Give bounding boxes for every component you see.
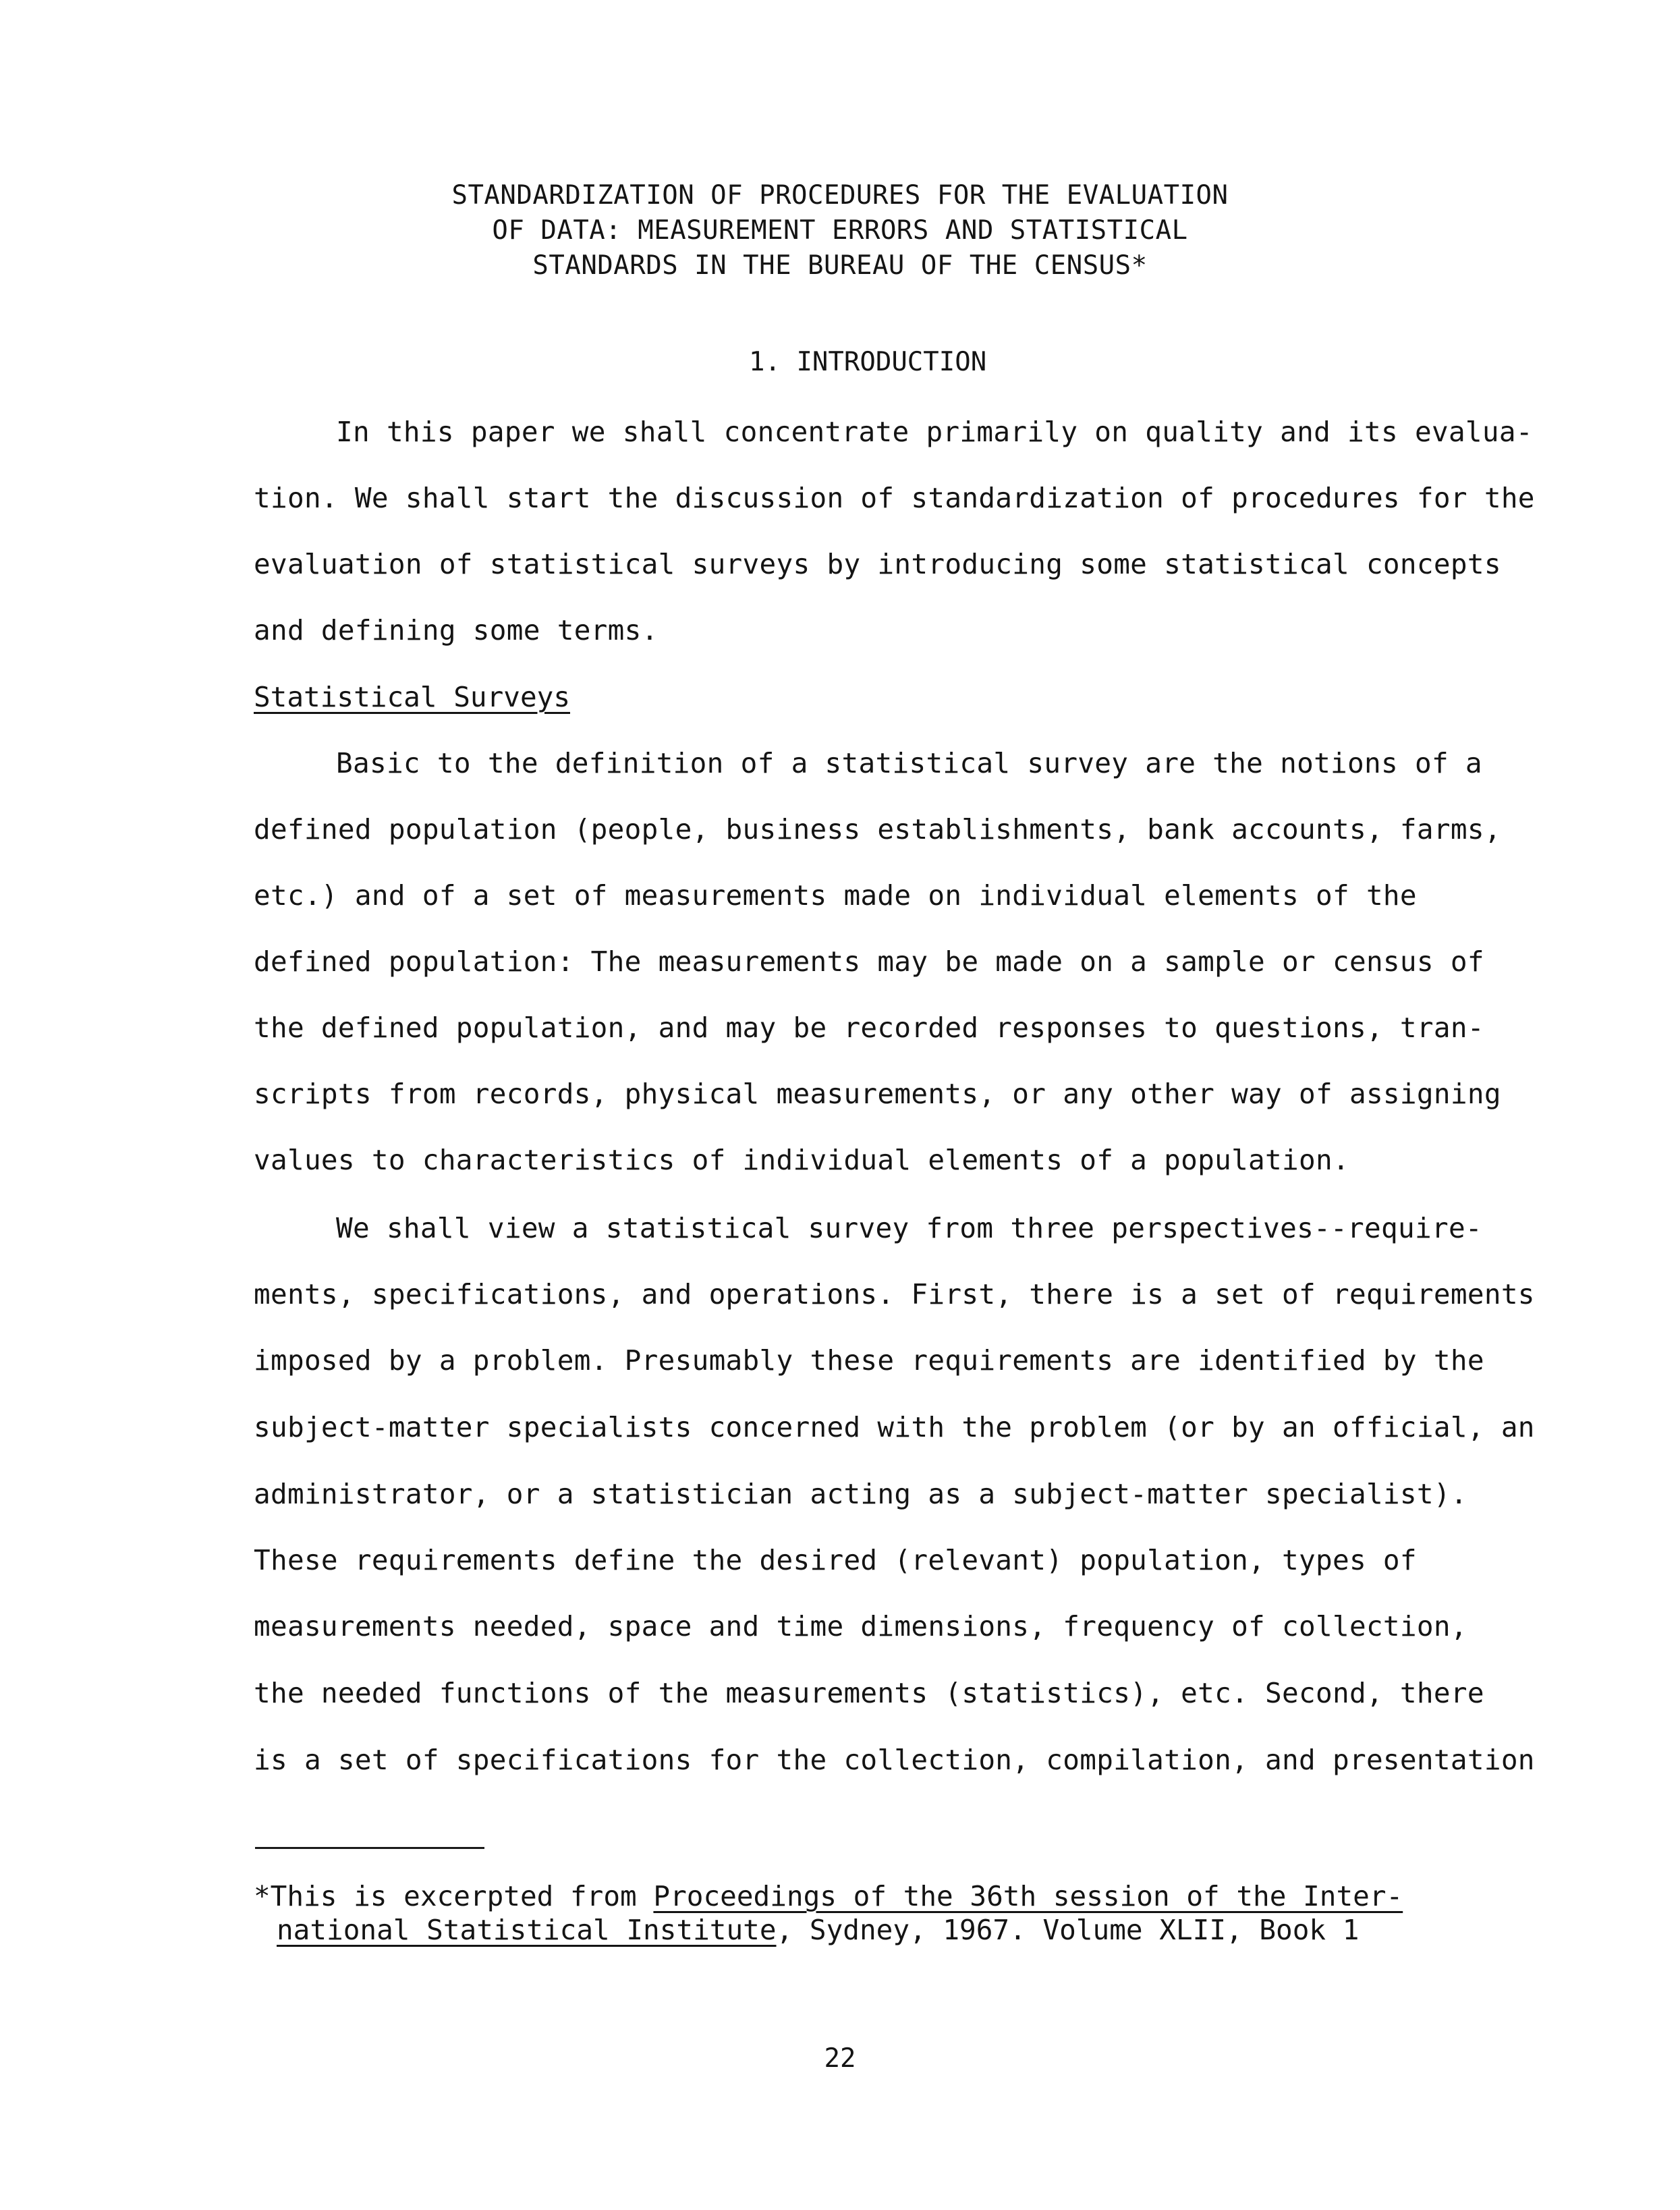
paragraph-3-line: measurements needed, space and time dimensions, frequency of collection, <box>254 1610 1467 1642</box>
title-line-1: STANDARDIZATION OF PROCEDURES FOR THE EVALUATION <box>451 180 1229 211</box>
paragraph-3-line: These requirements define the desired (relevant) population, types of <box>254 1544 1417 1576</box>
title-line-2: OF DATA: MEASUREMENT ERRORS AND STATISTICAL <box>492 215 1188 246</box>
footnote-line-2 <box>277 1912 1359 1948</box>
paragraph-3-line: administrator, or a statistician acting as a subject-matter specialist). <box>254 1478 1467 1510</box>
paragraph-2-line: scripts from records, physical measurements, or any other way of assigning <box>254 1078 1501 1110</box>
section-heading: 1. INTRODUCTION <box>749 347 987 377</box>
subheading-statistical-surveys: Statistical Surveys <box>254 681 570 713</box>
intro-line: and defining some terms. <box>254 614 659 646</box>
footnote-suffix: , Sydney, 1967. Volume XLII, Book 1 <box>776 1914 1360 1946</box>
intro-line: evaluation of statistical surveys by introducing some statistical concepts <box>254 548 1501 580</box>
paragraph-2-line: etc.) and of a set of measurements made on individual elements of the <box>254 879 1417 912</box>
intro-line: In this paper we shall concentrate primarily on quality and its evalua- <box>336 416 1533 448</box>
paragraph-2-line: defined population (people, business establishments, bank accounts, farms, <box>254 813 1501 846</box>
intro-line: tion. We shall start the discussion of standardization of procedures for the <box>254 482 1535 514</box>
paragraph-3-line: subject-matter specialists concerned with the problem (or by an official, an <box>254 1411 1535 1443</box>
paragraph-3-line: We shall view a statistical survey from three perspectives--require- <box>336 1212 1482 1244</box>
paragraph-2-line: Basic to the definition of a statistical survey are the notions of a <box>336 747 1482 779</box>
footnote-separator <box>255 1847 484 1849</box>
paragraph-2-line: defined population: The measurements may be made on a sample or census of <box>254 945 1484 978</box>
footnote-prefix: *This is excerpted from <box>254 1880 654 1912</box>
title-line-3: STANDARDS IN THE BUREAU OF THE CENSUS* <box>532 250 1148 281</box>
footnote-citation-title-cont: national Statistical Institute <box>277 1914 777 1946</box>
paragraph-3-line: ments, specifications, and operations. First, there is a set of requirements <box>254 1278 1535 1310</box>
paragraph-2-line: values to characteristics of individual elements of a population. <box>254 1144 1349 1176</box>
paragraph-3-line: the needed functions of the measurements (statistics), etc. Second, there <box>254 1677 1484 1709</box>
paragraph-2-line: the defined population, and may be recorded responses to questions, tran- <box>254 1012 1484 1044</box>
paragraph-3-line: imposed by a problem. Presumably these requirements are identified by the <box>254 1344 1484 1377</box>
footnote-line-1 <box>254 1878 1403 1914</box>
paragraph-3-line: is a set of specifications for the collection, compilation, and presentation <box>254 1744 1535 1776</box>
page-number: 22 <box>824 2043 856 2074</box>
footnote-citation-title: Proceedings of the 36th session of the Inter- <box>653 1880 1403 1912</box>
